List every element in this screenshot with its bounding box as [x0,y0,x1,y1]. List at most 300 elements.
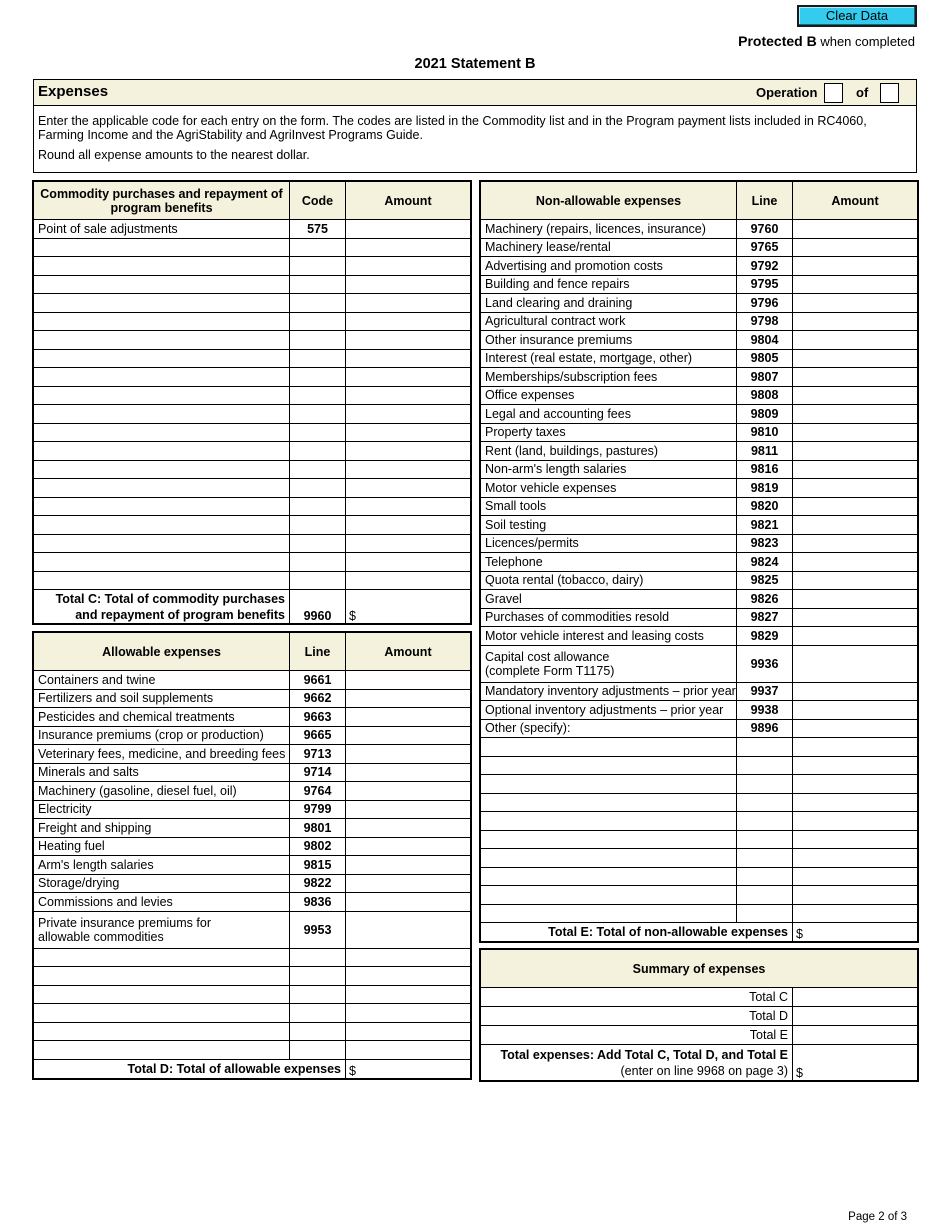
total-c-amount[interactable]: $ [346,590,471,624]
row-label[interactable] [481,867,737,886]
row-amount-field[interactable] [346,708,471,727]
row-label: Containers and twine [34,671,290,690]
row-amount-field[interactable] [346,275,471,294]
row-amount-field[interactable] [793,719,918,738]
table-row [34,967,471,986]
row-label[interactable] [34,386,290,405]
total-expenses-line1: Total expenses: Add Total C, Total D, and Total E [500,1047,788,1062]
row-label: Legal and accounting fees [481,405,737,424]
row-amount-field[interactable] [346,763,471,782]
table-row [34,423,471,442]
row-label: Veterinary fees, medicine, and breeding fees [34,745,290,764]
table-row [481,368,918,387]
clear-data-button[interactable]: Clear Data [797,5,917,27]
row-code: 9824 [737,553,793,572]
row-label[interactable] [34,1004,290,1023]
row-amount-field[interactable] [346,497,471,516]
table-row [481,294,918,313]
row-label: Machinery lease/rental [481,238,737,257]
table-row [34,726,471,745]
row-label[interactable] [34,479,290,498]
protected-b-notice [738,33,915,49]
total-e-amount[interactable]: $ [793,923,918,942]
total-c-label [34,590,290,624]
row-code[interactable] [290,571,346,590]
row-label[interactable] [34,442,290,461]
operation-number-field[interactable] [824,83,843,103]
table-row [481,423,918,442]
row-amount-field[interactable] [793,701,918,720]
row-amount-field[interactable] [346,294,471,313]
table-row [34,1004,471,1023]
row-label[interactable] [34,275,290,294]
row-label: Non-arm's length salaries [481,460,737,479]
row-code[interactable] [737,738,793,757]
table-row [34,571,471,590]
row-amount-field[interactable] [346,800,471,819]
row-amount-field[interactable] [346,837,471,856]
table-row [34,893,471,912]
row-amount-field[interactable] [793,645,918,682]
total-expenses-label [481,1045,793,1081]
row-label: Motor vehicle expenses [481,479,737,498]
table-row [481,238,918,257]
row-amount-field[interactable] [346,479,471,498]
row-label-line1: Private insurance premiums for [38,915,211,930]
row-amount-field[interactable] [346,349,471,368]
row-label: Arm's length salaries [34,856,290,875]
row-code: 9815 [290,856,346,875]
row-code: 9822 [290,874,346,893]
row-amount-field[interactable] [793,312,918,331]
row-code: 9795 [737,275,793,294]
summary-total-c-amount[interactable] [793,988,918,1007]
row-code: 9937 [737,682,793,701]
row-label: Heating fuel [34,837,290,856]
row-amount-field[interactable] [346,534,471,553]
table-row [481,275,918,294]
row-label[interactable] [34,368,290,387]
row-label[interactable] [34,948,290,967]
row-code[interactable] [290,294,346,313]
row-code[interactable] [290,1004,346,1023]
row-label [481,645,737,682]
table-row [34,745,471,764]
row-amount-field[interactable] [346,405,471,424]
allowable-expenses-table [33,632,471,1079]
row-amount-field[interactable] [793,775,918,794]
row-code[interactable] [290,312,346,331]
row-label[interactable] [34,423,290,442]
row-amount-field[interactable] [346,1004,471,1023]
row-label[interactable] [34,1022,290,1041]
row-amount-field[interactable] [346,689,471,708]
table-row [34,708,471,727]
row-label[interactable] [481,756,737,775]
table-row [481,608,918,627]
row-code[interactable] [737,830,793,849]
row-code[interactable] [290,1022,346,1041]
row-code[interactable] [290,479,346,498]
row-amount-field[interactable] [793,793,918,812]
row-label: Other (specify): [481,719,737,738]
table-row [481,682,918,701]
table-row [481,904,918,923]
row-code: 9896 [737,719,793,738]
table-row [481,331,918,350]
row-amount-field[interactable] [346,911,471,948]
table-row [34,985,471,1004]
row-label[interactable] [34,985,290,1004]
row-amount-field[interactable] [346,671,471,690]
row-amount-field[interactable] [346,442,471,461]
row-amount-field[interactable] [793,386,918,405]
row-amount-field[interactable] [346,312,471,331]
row-label[interactable] [34,312,290,331]
column-header: Commodity purchases and repayment of program benefits [34,182,290,220]
row-code: 9826 [737,590,793,609]
row-amount-field[interactable] [793,516,918,535]
row-label-line2: allowable commodities [38,929,164,944]
row-code[interactable] [290,386,346,405]
row-amount-field[interactable] [346,238,471,257]
row-code: 9936 [737,645,793,682]
row-amount-field[interactable] [793,830,918,849]
row-label[interactable] [481,812,737,831]
table-row [481,497,918,516]
row-amount-field[interactable] [793,867,918,886]
row-label: Storage/drying [34,874,290,893]
table-row [481,645,918,682]
total-d-amount[interactable]: $ [346,1059,471,1078]
row-code: 9808 [737,386,793,405]
row-amount-field[interactable] [793,460,918,479]
row-code[interactable] [290,948,346,967]
row-amount-field[interactable] [793,534,918,553]
summary-total-d-label: Total D [481,1007,793,1026]
row-amount-field[interactable] [793,756,918,775]
row-code: 9821 [737,516,793,535]
row-amount-field[interactable] [793,331,918,350]
row-amount-field[interactable] [346,948,471,967]
row-code: 9796 [737,294,793,313]
instructions [33,105,917,173]
table-row [481,516,918,535]
row-code: 9662 [290,689,346,708]
summary-total-d-amount[interactable] [793,1007,918,1026]
row-code[interactable] [290,497,346,516]
row-code[interactable] [737,756,793,775]
total-c-line1: Total C: Total of commodity purchases [55,591,285,606]
table-row [481,627,918,646]
instruction-text: Round all expense amounts to the nearest dollar. [38,148,310,162]
row-label[interactable] [481,849,737,868]
summary-header: Summary of expenses [481,950,918,988]
table-row [481,830,918,849]
row-amount-field[interactable] [346,1041,471,1060]
row-code[interactable] [737,775,793,794]
row-amount-field[interactable] [346,874,471,893]
row-code: 9713 [290,745,346,764]
row-label[interactable] [481,738,737,757]
non-allowable-expenses-table [480,181,918,942]
row-label[interactable] [34,405,290,424]
row-code: 9665 [290,726,346,745]
row-label: Fertilizers and soil supplements [34,689,290,708]
row-label: Purchases of commodities resold [481,608,737,627]
row-code[interactable] [290,257,346,276]
row-label[interactable] [34,349,290,368]
table-row [34,856,471,875]
table-row [481,701,918,720]
row-code: 9792 [737,257,793,276]
row-label[interactable] [481,886,737,905]
table-row [481,479,918,498]
row-code: 9760 [737,220,793,239]
row-amount-field[interactable] [793,571,918,590]
row-amount-field[interactable] [346,257,471,276]
row-amount-field[interactable] [346,571,471,590]
row-code: 9819 [737,479,793,498]
table-row [34,671,471,690]
row-amount-field[interactable] [793,849,918,868]
row-label[interactable] [34,516,290,535]
row-code[interactable] [737,886,793,905]
row-amount-field[interactable] [346,516,471,535]
row-label: Telephone [481,553,737,572]
row-amount-field[interactable] [793,275,918,294]
total-expenses-line2: (enter on line 9968 on page 3) [620,1063,788,1078]
table-row [481,812,918,831]
row-amount-field[interactable] [793,608,918,627]
protected-b-suffix: when completed [816,34,915,49]
row-label[interactable] [34,238,290,257]
column-header: Amount [793,182,918,220]
row-code[interactable] [290,368,346,387]
table-row [34,689,471,708]
row-amount-field[interactable] [793,812,918,831]
row-code[interactable] [290,985,346,1004]
table-row [481,775,918,794]
row-code[interactable] [290,238,346,257]
row-label[interactable] [34,534,290,553]
table-row [481,719,918,738]
table-row [34,553,471,572]
row-code: 575 [290,220,346,239]
table-row [481,312,918,331]
row-amount-field[interactable] [346,460,471,479]
column-header: Line [290,633,346,671]
row-amount-field[interactable] [793,479,918,498]
table-row [34,220,471,239]
row-label-line2: (complete Form T1175) [485,663,615,678]
row-label: Freight and shipping [34,819,290,838]
row-code[interactable] [290,275,346,294]
row-label[interactable] [481,830,737,849]
row-label: Office expenses [481,386,737,405]
table-row [34,819,471,838]
row-amount-field[interactable] [346,331,471,350]
table-row [481,257,918,276]
page-title: 2021 Statement B [414,56,536,72]
row-label[interactable] [34,571,290,590]
row-label: Rent (land, buildings, pastures) [481,442,737,461]
row-code[interactable] [290,460,346,479]
row-amount-field[interactable] [346,856,471,875]
table-row [481,867,918,886]
table-row [34,312,471,331]
table-row [34,911,471,948]
row-amount-field[interactable] [346,386,471,405]
row-code: 9827 [737,608,793,627]
row-label[interactable] [34,967,290,986]
row-code[interactable] [290,534,346,553]
table-row [481,756,918,775]
row-label[interactable] [34,1041,290,1060]
table-row [481,534,918,553]
row-code: 9938 [737,701,793,720]
table-row [481,590,918,609]
row-amount-field[interactable] [346,726,471,745]
table-row [481,553,918,572]
row-code: 9799 [290,800,346,819]
row-code[interactable] [290,516,346,535]
row-code: 9802 [290,837,346,856]
expenses-header [33,79,917,106]
row-code: 9765 [737,238,793,257]
row-amount-field[interactable] [346,819,471,838]
row-code[interactable] [737,904,793,923]
row-amount-field[interactable] [793,294,918,313]
row-code: 9829 [737,627,793,646]
table-row [34,331,471,350]
row-code: 9836 [290,893,346,912]
row-label[interactable] [481,775,737,794]
row-amount-field[interactable] [346,893,471,912]
row-amount-field[interactable] [793,590,918,609]
row-label[interactable] [34,257,290,276]
table-row [481,849,918,868]
row-amount-field[interactable] [346,368,471,387]
row-label: Agricultural contract work [481,312,737,331]
table-row [481,349,918,368]
row-code[interactable] [737,849,793,868]
table-row [481,386,918,405]
row-amount-field[interactable] [793,349,918,368]
row-amount-field[interactable] [346,745,471,764]
total-expenses-amount[interactable]: $ [793,1045,918,1081]
summary-total-e-amount[interactable] [793,1026,918,1045]
row-label[interactable] [481,793,737,812]
row-label: Quota rental (tobacco, dairy) [481,571,737,590]
row-code[interactable] [737,812,793,831]
row-code: 9811 [737,442,793,461]
row-label: Motor vehicle interest and leasing costs [481,627,737,646]
row-code[interactable] [290,423,346,442]
row-code[interactable] [290,331,346,350]
row-code: 9810 [737,423,793,442]
table-row [34,368,471,387]
row-code[interactable] [290,349,346,368]
row-label: Building and fence repairs [481,275,737,294]
row-amount-field[interactable] [793,682,918,701]
row-amount-field[interactable] [793,405,918,424]
row-label[interactable] [34,553,290,572]
row-code[interactable] [290,442,346,461]
of-label: of [856,85,869,100]
row-amount-field[interactable] [346,985,471,1004]
row-code: 9825 [737,571,793,590]
operation-total-field[interactable] [880,83,899,103]
summary-of-expenses-table [480,949,918,1081]
row-amount-field[interactable] [793,553,918,572]
row-label[interactable] [481,904,737,923]
row-amount-field[interactable] [793,497,918,516]
table-row [34,442,471,461]
row-label[interactable] [34,294,290,313]
table-row [34,479,471,498]
row-amount-field[interactable] [793,904,918,923]
row-amount-field[interactable] [793,442,918,461]
row-label[interactable] [34,331,290,350]
row-code: 9714 [290,763,346,782]
row-amount-field[interactable] [346,782,471,801]
table-row [481,886,918,905]
row-code[interactable] [737,793,793,812]
table-row [34,405,471,424]
row-amount-field[interactable] [793,627,918,646]
row-label: Small tools [481,497,737,516]
row-amount-field[interactable] [346,1022,471,1041]
row-code[interactable] [737,867,793,886]
row-code[interactable] [290,1041,346,1060]
row-label: Commissions and levies [34,893,290,912]
row-amount-field[interactable] [346,423,471,442]
row-amount-field[interactable] [346,967,471,986]
operation-label: Operation [756,85,818,100]
row-code: 9823 [737,534,793,553]
table-row [481,571,918,590]
row-code[interactable] [290,967,346,986]
row-label[interactable] [34,460,290,479]
row-label: Other insurance premiums [481,331,737,350]
row-code[interactable] [290,553,346,572]
row-amount-field[interactable] [793,423,918,442]
row-amount-field[interactable] [793,368,918,387]
row-label: Minerals and salts [34,763,290,782]
table-row [34,782,471,801]
row-label: Gravel [481,590,737,609]
row-amount-field[interactable] [793,220,918,239]
table-row [34,460,471,479]
row-label[interactable] [34,497,290,516]
table-row [34,386,471,405]
row-code: 9764 [290,782,346,801]
table-row [34,763,471,782]
row-code: 9805 [737,349,793,368]
row-amount-field[interactable] [793,238,918,257]
row-amount-field[interactable] [793,738,918,757]
row-amount-field[interactable] [793,257,918,276]
row-code: 9820 [737,497,793,516]
row-amount-field[interactable] [793,886,918,905]
row-code[interactable] [290,405,346,424]
row-label: Machinery (gasoline, diesel fuel, oil) [34,782,290,801]
row-amount-field[interactable] [346,220,471,239]
row-code: 9798 [737,312,793,331]
row-label-line1: Capital cost allowance [485,649,610,664]
row-amount-field[interactable] [346,553,471,572]
